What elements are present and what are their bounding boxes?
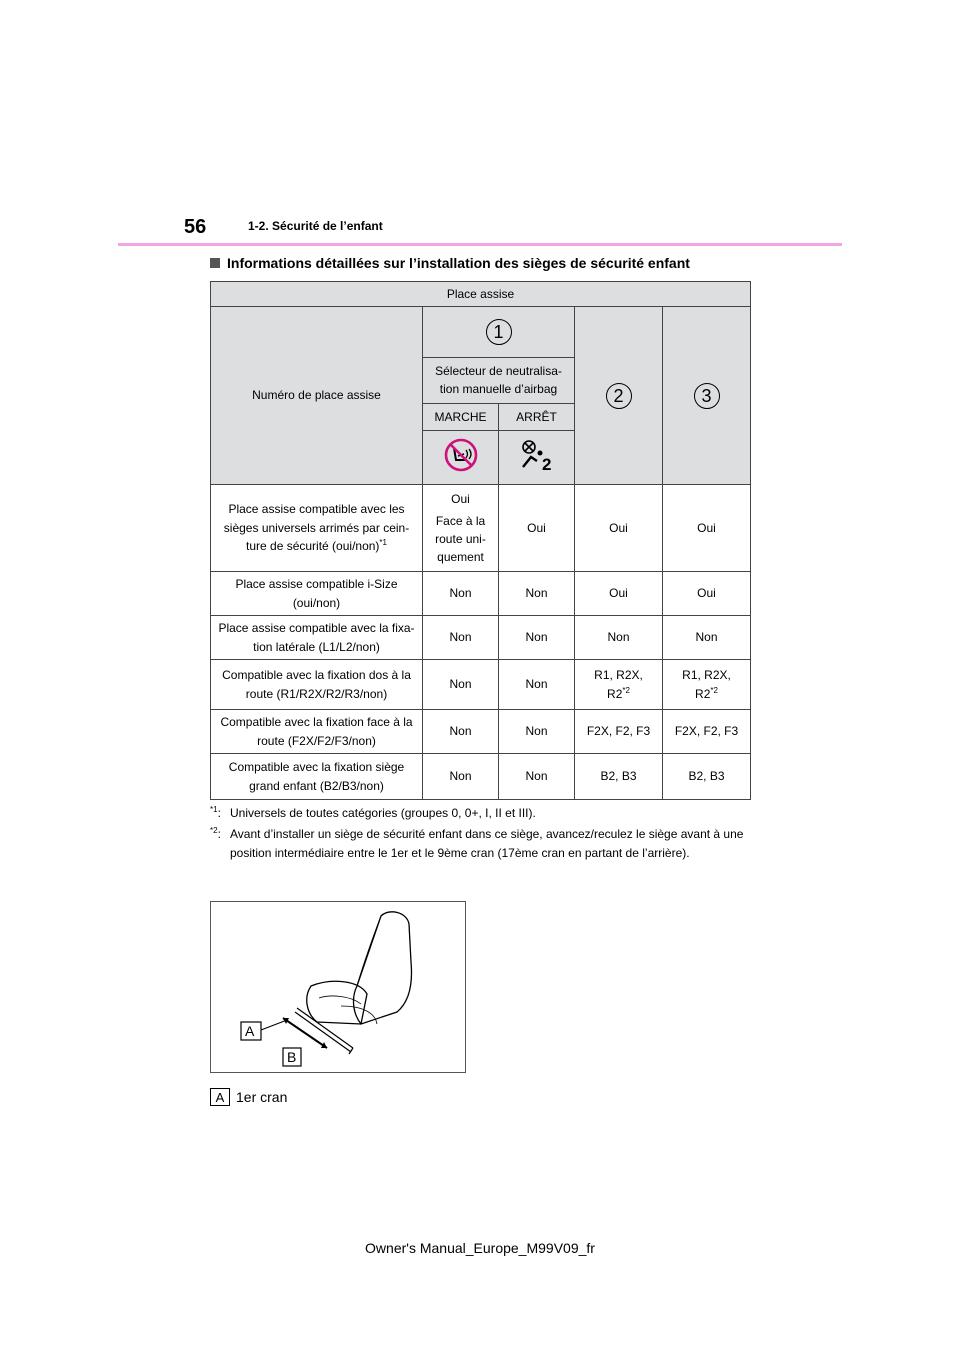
heading-text: Informations détaillées sur l’installation des sièges de sécurité enfant: [227, 255, 690, 271]
figure-caption: [210, 1088, 287, 1106]
seat-1-number: 1: [486, 319, 512, 345]
caption-text: 1er cran: [236, 1089, 288, 1105]
row-label: Place assise compatible avec les sièges universels arrimés par cein- ture de sécurité $(oui/non)^{*1}$: [211, 485, 423, 572]
cell-seat1-marche: Non: [423, 710, 499, 754]
cell-seat2: Oui: [575, 485, 663, 572]
seat-2-number: 2: [606, 383, 632, 409]
seat-2-header: [575, 307, 663, 485]
cell-seat1-marche: Oui Face à la route uni- quement: [423, 485, 499, 572]
cell-seat3: Oui: [663, 572, 751, 616]
table-row: [211, 485, 751, 572]
seat-diagram: [211, 902, 465, 1072]
table-row: [211, 660, 751, 710]
seat-3-number: 3: [694, 383, 720, 409]
passenger-airbag-off-icon: [444, 438, 478, 472]
cell-seat1-arret: Non: [499, 660, 575, 710]
cell-seat1-marche: Non: [423, 616, 499, 660]
square-bullet-icon: [210, 258, 220, 268]
installation-table: [210, 281, 751, 800]
cell-seat1-arret: Non: [499, 710, 575, 754]
cell-seat3: F2X, F2, F3: [663, 710, 751, 754]
row-label: Place assise compatible i-Size (oui/non): [211, 572, 423, 616]
table-row: [211, 616, 751, 660]
footnote-1: $^{*1}$: Universels de toutes catégories (groupes 0, 0+, I, II et III).: [210, 805, 536, 820]
footer-manual-id: Owner's Manual_Europe_M99V09_fr: [365, 1240, 595, 1256]
figure-label-a: A: [245, 1023, 255, 1039]
cell-seat3: B2, B3: [663, 754, 751, 800]
header-divider: [118, 243, 842, 246]
seat-3-header: [663, 307, 751, 485]
cell-seat2: R1, R2X, R2$^{*2}$: [575, 660, 663, 710]
airbag-deactivated-icon: [517, 437, 557, 473]
figure-label-b: B: [287, 1049, 297, 1065]
cell-seat1-arret: Non: [499, 616, 575, 660]
seat-illustration: [210, 901, 466, 1073]
cell-seat3: Oui: [663, 485, 751, 572]
airbag-icon-digit: 2: [541, 454, 551, 473]
footnote-2: $^{*2}$: Avant d’installer un siège de sécurité enfant dans ce siège, avancez/reculez le siège avant à une position intermédiaire entre le 1er et le 9ème cran (17ème cran en partant de l’arrière).: [210, 826, 744, 861]
cell-seat1-marche: Non: [423, 660, 499, 710]
row-label: Compatible avec la fixation face à la route (F2X/F2/F3/non): [211, 710, 423, 754]
section-heading: [210, 255, 690, 271]
cell-seat3: R1, R2X, R2$^{*2}$: [663, 660, 751, 710]
cell-seat1-arret: Non: [499, 754, 575, 800]
airbag-off-cell: [499, 431, 575, 485]
cell-seat1-marche: Non: [423, 754, 499, 800]
row-label: Compatible avec la fixation siège grand enfant (B2/B3/non): [211, 754, 423, 800]
table-row: [211, 710, 751, 754]
footnotes: [210, 804, 770, 866]
row-label: Place assise compatible avec la fixa- tion latérale (L1/L2/non): [211, 616, 423, 660]
table-row: [211, 754, 751, 800]
cell-seat2: F2X, F2, F3: [575, 710, 663, 754]
row-label: Compatible avec la fixation dos à la route (R1/R2X/R2/R3/non): [211, 660, 423, 710]
page-number: 56: [184, 216, 207, 238]
cell-seat1-marche: Non: [423, 572, 499, 616]
marche-label: MARCHE: [423, 404, 499, 431]
airbag-selector-label: Sélecteur de neutralisa-tion manuelle d’airbag: [423, 358, 575, 404]
seat-1-header: [423, 307, 575, 358]
section-title: 1-2. Sécurité de l’enfant: [248, 219, 383, 233]
cell-seat3: Non: [663, 616, 751, 660]
caption-label-a: A: [210, 1088, 230, 1106]
seat-number-label: Numéro de place assise: [211, 307, 423, 485]
cell-seat2: Non: [575, 616, 663, 660]
cell-seat1-arret: Non: [499, 572, 575, 616]
cell-seat2: Oui: [575, 572, 663, 616]
table-row: [211, 572, 751, 616]
arret-label: ARRÊT: [499, 404, 575, 431]
cell-seat2: B2, B3: [575, 754, 663, 800]
table-header-place-assise: Place assise: [211, 282, 751, 307]
cell-seat1-arret: Oui: [499, 485, 575, 572]
airbag-on-cell: [423, 431, 499, 485]
